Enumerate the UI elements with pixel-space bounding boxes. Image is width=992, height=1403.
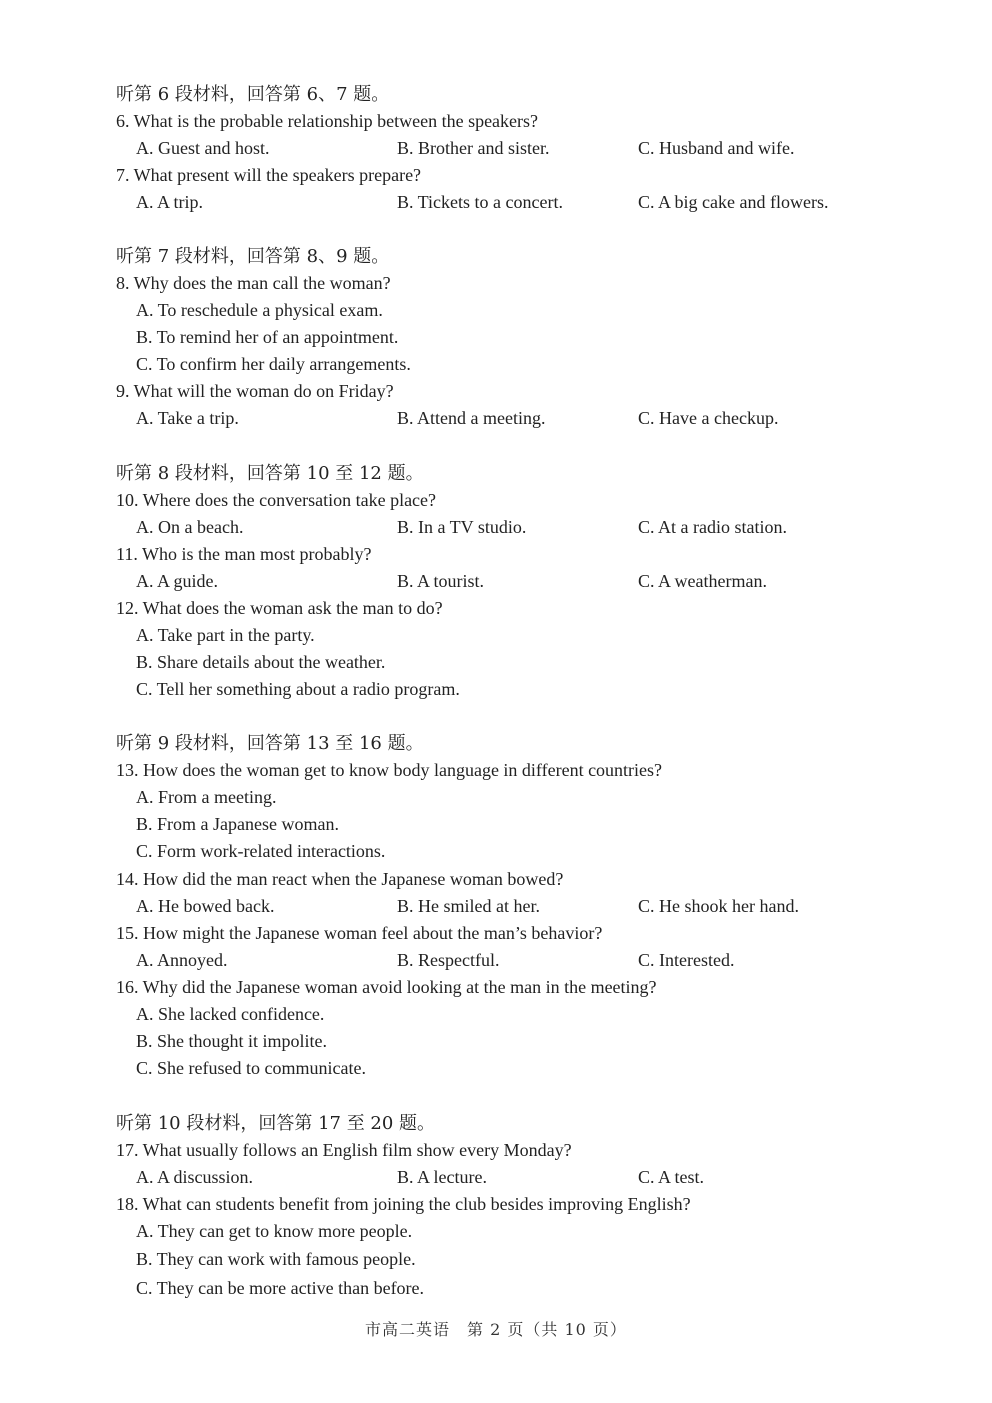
option-a: A. From a meeting. <box>136 787 277 807</box>
option-c: C. A weatherman. <box>638 571 767 591</box>
option-a: A. A discussion. <box>136 1167 254 1187</box>
option-c: C. He shook her hand. <box>638 896 799 916</box>
option-c: C. She refused to communicate. <box>136 1058 366 1078</box>
option-c: C. A test. <box>638 1167 705 1187</box>
question-stem: 18. What can students benefit from joining the club besides improving English? <box>116 1194 691 1214</box>
page-footer: 市高二英语 第 2 页（共 10 页） <box>365 1320 627 1339</box>
option-c: C. A big cake and flowers. <box>638 192 829 212</box>
option-b: B. Tickets to a concert. <box>397 192 563 212</box>
option-c: C. At a radio station. <box>638 517 787 537</box>
question-stem: 9. What will the woman do on Friday? <box>116 381 394 401</box>
option-b: B. Share details about the weather. <box>136 652 386 672</box>
option-a: A. Annoyed. <box>136 950 228 970</box>
question-stem: 16. Why did the Japanese woman avoid looking at the man in the meeting? <box>116 977 657 997</box>
option-b: B. Attend a meeting. <box>397 408 546 428</box>
option-b: B. A lecture. <box>397 1167 487 1187</box>
option-b: B. From a Japanese woman. <box>136 814 339 834</box>
option-a: A. A trip. <box>136 192 204 212</box>
option-a: A. Take a trip. <box>136 408 239 428</box>
section-header: 听第 6 段材料，回答第 6、7 题。 <box>116 84 390 105</box>
option-b: B. She thought it impolite. <box>136 1031 328 1051</box>
question-stem: 10. Where does the conversation take place? <box>116 490 437 510</box>
option-a: A. They can get to know more people. <box>136 1221 413 1241</box>
section-header: 听第 7 段材料，回答第 8、9 题。 <box>116 246 390 267</box>
question-stem: 15. How might the Japanese woman feel about the man’s behavior? <box>116 923 603 943</box>
option-c: C. To confirm her daily arrangements. <box>136 354 411 374</box>
question-stem: 13. How does the woman get to know body language in different countries? <box>116 760 663 780</box>
question-stem: 14. How did the man react when the Japanese woman bowed? <box>116 869 564 889</box>
option-c: C. Tell her something about a radio program. <box>136 679 460 699</box>
option-b: B. They can work with famous people. <box>136 1249 416 1269</box>
option-b: B. Brother and sister. <box>397 138 550 158</box>
option-a: A. On a beach. <box>136 517 244 537</box>
option-c: C. Have a checkup. <box>638 408 779 428</box>
option-b: B. He smiled at her. <box>397 896 540 916</box>
option-c: C. Form work-related interactions. <box>136 841 386 861</box>
section-header: 听第 8 段材料，回答第 10 至 12 题。 <box>116 463 424 484</box>
question-stem: 12. What does the woman ask the man to do? <box>116 598 443 618</box>
question-stem: 17. What usually follows an English film show every Monday? <box>116 1140 572 1160</box>
option-c: C. Husband and wife. <box>638 138 795 158</box>
option-a: A. She lacked confidence. <box>136 1004 325 1024</box>
option-a: A. To reschedule a physical exam. <box>136 300 383 320</box>
option-b: B. Respectful. <box>397 950 500 970</box>
option-b: B. To remind her of an appointment. <box>136 327 399 347</box>
question-stem: 11. Who is the man most probably? <box>116 544 372 564</box>
option-a: A. Guest and host. <box>136 138 270 158</box>
question-stem: 6. What is the probable relationship between the speakers? <box>116 111 539 131</box>
option-c: C. Interested. <box>638 950 735 970</box>
question-stem: 7. What present will the speakers prepare? <box>116 165 422 185</box>
section-header: 听第 9 段材料，回答第 13 至 16 题。 <box>116 733 424 754</box>
option-b: B. A tourist. <box>397 571 485 591</box>
question-stem: 8. Why does the man call the woman? <box>116 273 391 293</box>
option-b: B. In a TV studio. <box>397 517 527 537</box>
section-header: 听第 10 段材料，回答第 17 至 20 题。 <box>116 1113 436 1134</box>
option-a: A. Take part in the party. <box>136 625 315 645</box>
option-a: A. He bowed back. <box>136 896 275 916</box>
option-c: C. They can be more active than before. <box>136 1278 425 1298</box>
option-a: A. A guide. <box>136 571 219 591</box>
